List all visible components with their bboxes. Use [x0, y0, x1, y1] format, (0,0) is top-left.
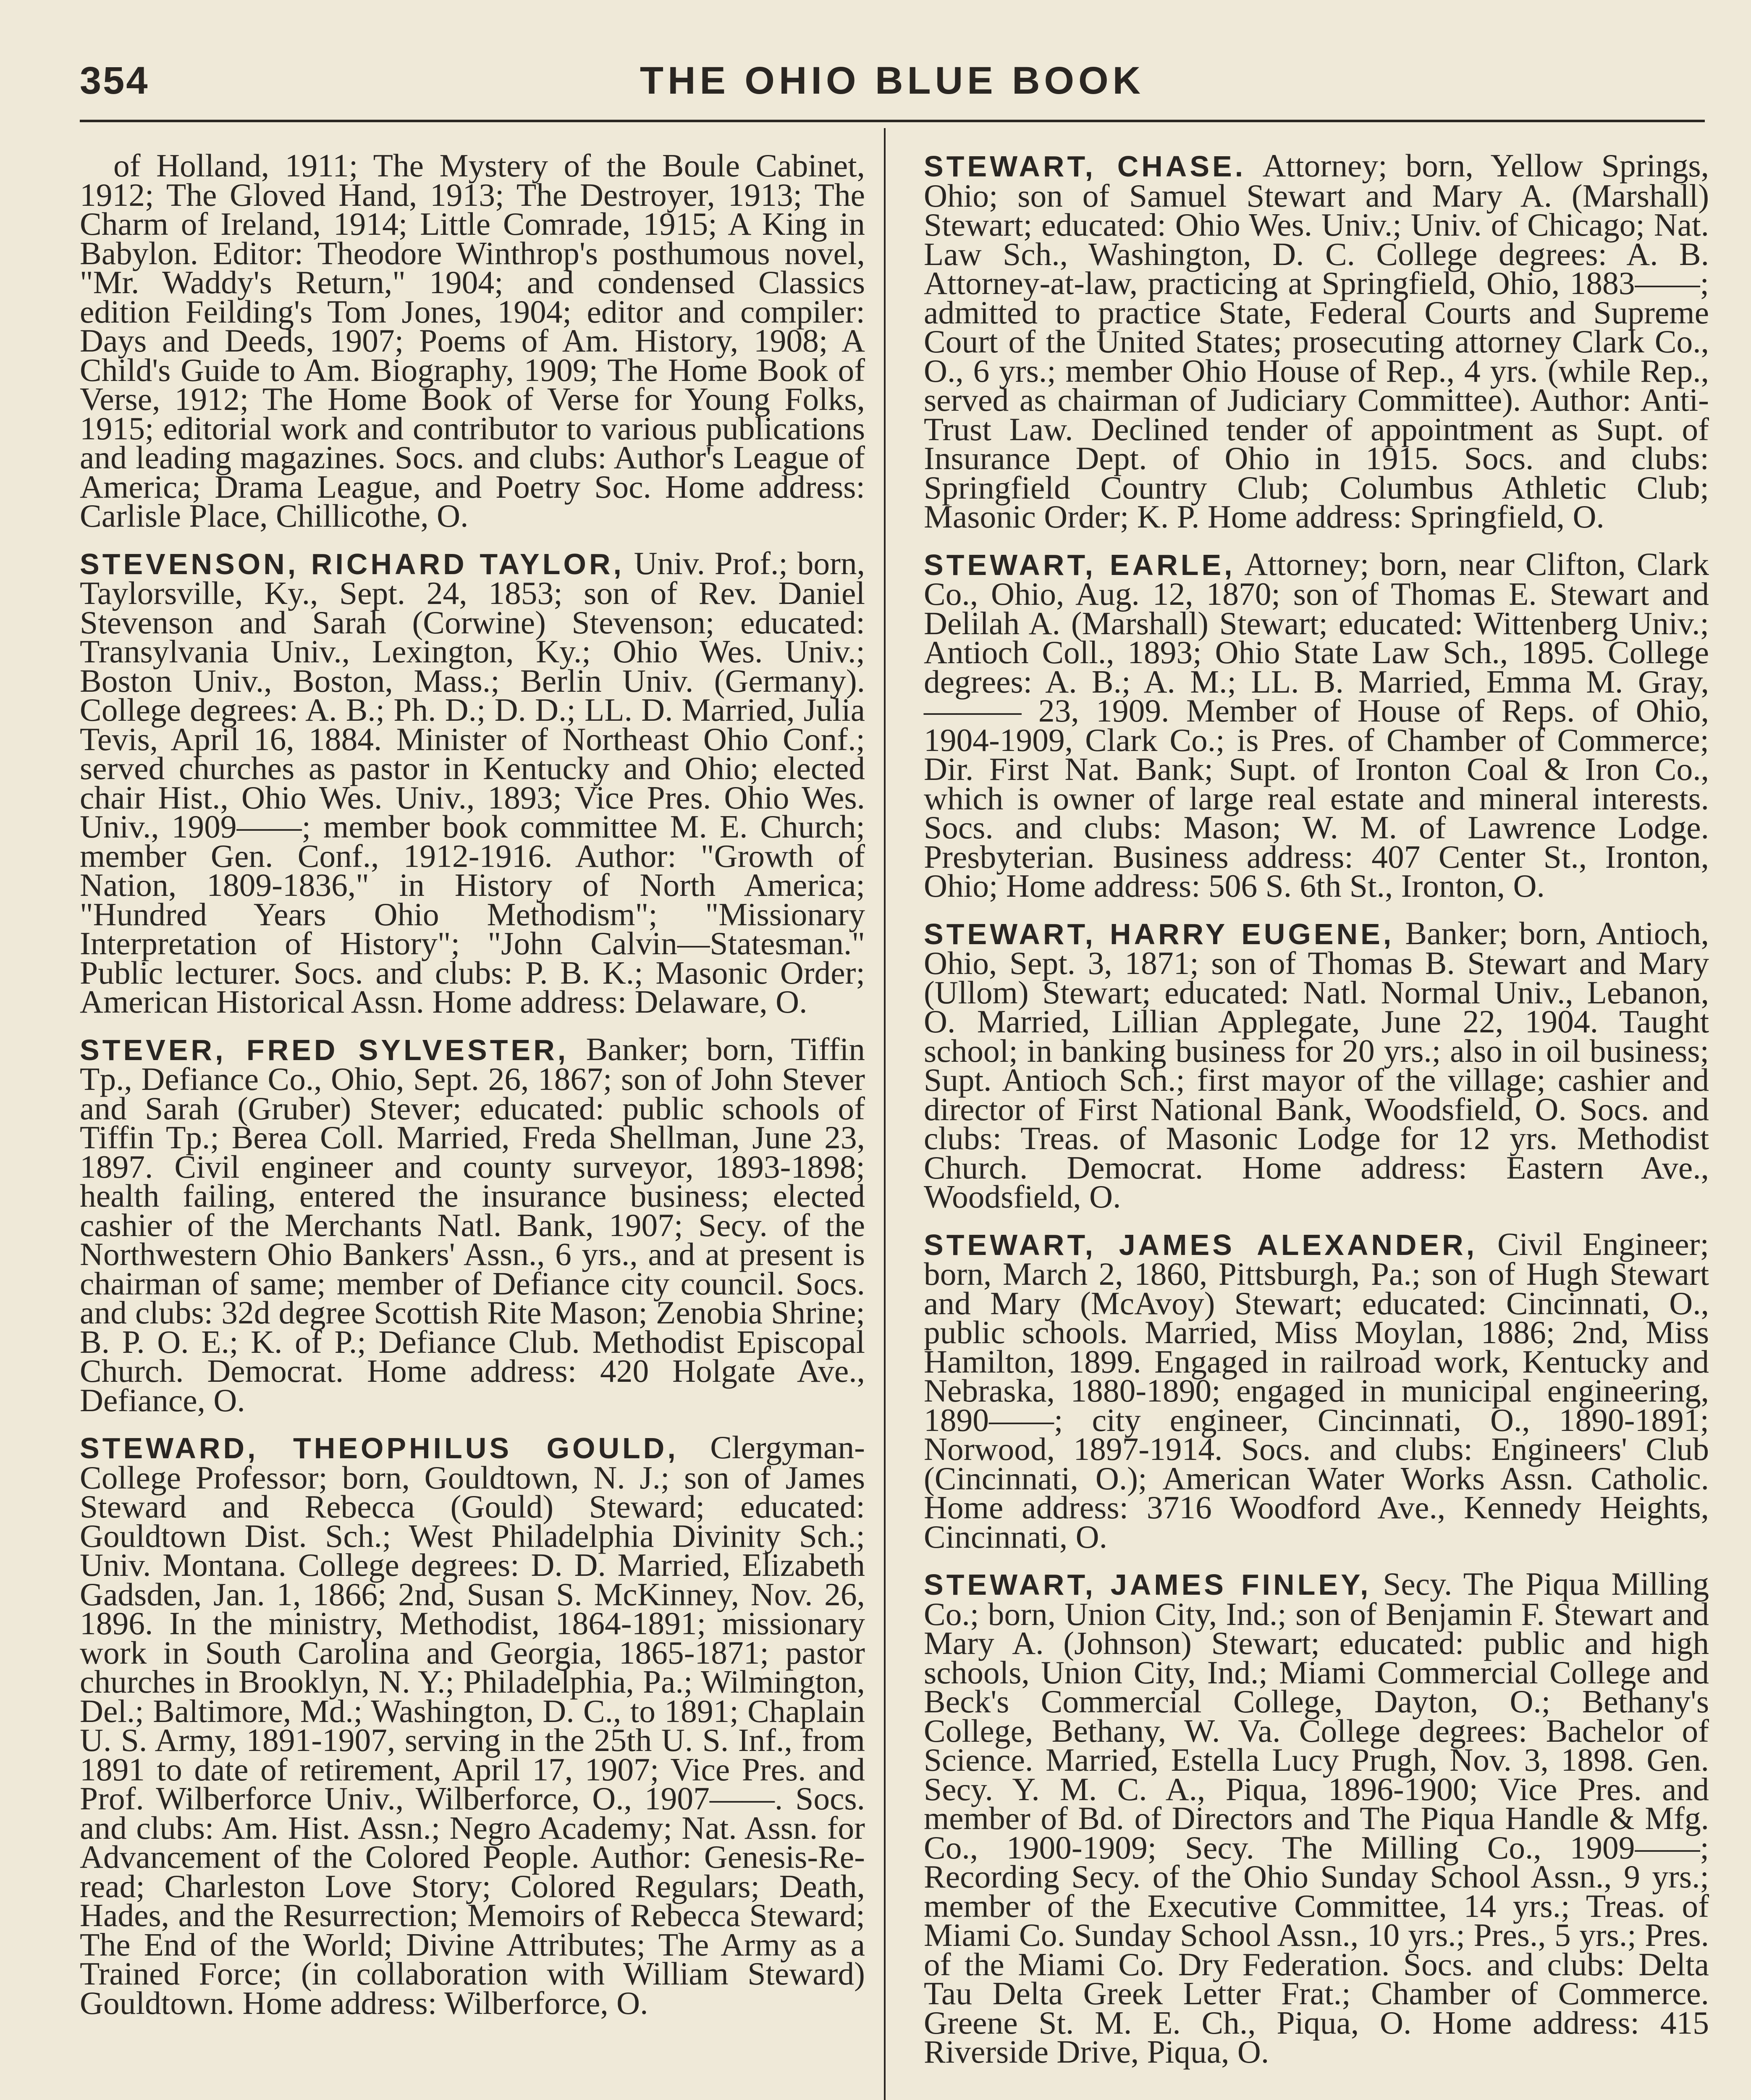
biography-entry [924, 1226, 1709, 1555]
entry-text: Univ. Prof.; born, Taylorsville, Ky., Sept. 24, 1853; son of Rev. Daniel Stevenson and Sarah (Corwine) Stevenson; educated: Transylvania Univ., Lexington, Ky.; Ohio Wes. Univ.; Boston Univ., Boston, Mass.; Berlin Univ. (Germany). College degrees: A. B.; Ph. D.; D. D.; LL. D. Married, Julia Tevis, April 16, 1884. Minister of Northeast Ohio Conf.; served churches as pastor in Kentucky and Ohio; elected chair Hist., Ohio Wes. Univ., 1893; Vice Pres. Ohio Wes. Univ., 1909——; member book committee M. E. Church; member Gen. Conf., 1912-1916. Author: "Growth of Nation, 1809-1836," in History of North America; "Hundred Years Ohio Methodism"; "Missionary Interpretation of History"; "John Calvin—Statesman." Public lecturer. Socs. and clubs: P. B. K.; Masonic Order; American Historical Assn. Home address: Delaware, O. [80, 545, 865, 1020]
biography-entry [80, 545, 865, 1020]
entry-text: Banker; born, Antioch, Ohio, Sept. 3, 1871; son of Thomas B. Stewart and Mary (Ullom) Stewart; educated: Natl. Normal Univ., Lebanon, O. Married, Lillian Applegate, June 22, 1904. Taught school; in banking business for 20 yrs.; also in oil business; Supt. Antioch Sch.; first mayor of the village; cashier and director of First National Bank, Woodsfield, O. Socs. and clubs: Treas. of Masonic Lodge for 12 yrs. Methodist Church. Democrat. Home address: Eastern Ave., Woodsfield, O. [924, 915, 1709, 1215]
biography-entry [924, 546, 1709, 904]
biography-entry [924, 915, 1709, 1215]
page-header [80, 59, 1705, 109]
biography-entry [80, 1429, 865, 2021]
entry-name: STEWART, HARRY EUGENE, [924, 917, 1395, 950]
header-rule [80, 120, 1705, 122]
entry-name: STEWART, EARLE, [924, 548, 1235, 581]
biography-entry [924, 147, 1709, 535]
entry-name: STEWART, CHASE. [924, 150, 1246, 183]
entry-name: STEVER, FRED SYLVESTER, [80, 1033, 569, 1066]
entry-text: Clergyman-College Professor; born, Gouldtown, N. J.; son of James Steward and Rebecca (Gould) Steward; educated: Gouldtown Dist. Sch.; West Philadelphia Divinity Sch.; Univ. Montana. College degrees: D. D. Married, Elizabeth Gadsden, Jan. 1, 1866; 2nd, Susan S. McKinney, Nov. 26, 1896. In the ministry, Methodist, 1864-1891; missionary work in South Carolina and Georgia, 1865-1871; pastor churches in Brooklyn, N. Y.; Philadelphia, Pa.; Wilmington, Del.; Baltimore, Md.; Washington, D. C., to 1891; Chaplain U. S. Army, 1891-1907, serving in the 25th U. S. Inf., from 1891 to date of retirement, April 17, 1907; Vice Pres. and Prof. Wilberforce Univ., Wilberforce, O., 1907——. Socs. and clubs: Am. Hist. Assn.; Negro Academy; Nat. Assn. for Advancement of the Colored People. Author: Genesis-Re-read; Charleston Love Story; Colored Regulars; Death, Hades, and the Resurrection; Memoirs of Rebecca Steward; The End of the World; Divine Attributes; The Army as a Trained Force; (in collaboration with William Steward) Gouldtown. Home address: Wilberforce, O. [80, 1429, 865, 2021]
entry-text: Banker; born, Tiffin Tp., Defiance Co., Ohio, Sept. 26, 1867; son of John Stever and Sarah (Gruber) Stever; educated: public schools of Tiffin Tp.; Berea Coll. Married, Freda Shellman, June 23, 1897. Civil engineer and county surveyor, 1893-1898; health failing, entered the insurance business; elected cashier of the Merchants Natl. Bank, 1907; Secy. of the Northwestern Ohio Bankers' Assn., 6 yrs., and at present is chairman of same; member of Defiance city council. Socs. and clubs: 32d degree Scottish Rite Mason; Zenobia Shrine; B. P. O. E.; K. of P.; Defiance Club. Methodist Episcopal Church. Democrat. Home address: 420 Holgate Ave., Defiance, O. [80, 1031, 865, 1418]
column-divider [884, 128, 886, 2100]
biography-entry [80, 1031, 865, 1418]
left-column [80, 147, 865, 2036]
entry-name: STEWARD, THEOPHILUS GOULD, [80, 1432, 679, 1465]
continued-entry-text: of Holland, 1911; The Mystery of the Boule Cabinet, 1912; The Gloved Hand, 1913; The Destroyer, 1913; The Charm of Ireland, 1914; Little Comrade, 1915; A King in Babylon. Editor: Theodore Winthrop's posthumous novel, "Mr. Waddy's Return," 1904; and condensed Classics edition Feilding's Tom Jones, 1904; editor and compiler: Days and Deeds, 1907; Poems of Am. History, 1908; A Child's Guide to Am. Biography, 1909; The Home Book of Verse, 1912; The Home Book of Verse for Young Folks, 1915; editorial work and contributor to various publications and leading magazines. Socs. and clubs: Author's League of America; Drama League, and Poetry Soc. Home address: Carlisle Place, Chillicothe, O. [80, 147, 865, 534]
entry-name: STEWART, JAMES FINLEY, [924, 1568, 1371, 1601]
entry-text: Attorney; born, Yellow Springs, Ohio; son of Samuel Stewart and Mary A. (Marshall) Stewart; educated: Ohio Wes. Univ.; Univ. of Chicago; Nat. Law Sch., Washington, D. C. College degrees: A. B. Attorney-at-law, practicing at Springfield, Ohio, 1883——; admitted to practice State, Federal Courts and Supreme Court of the United States; prosecuting attorney Clark Co., O., 6 yrs.; member Ohio House of Rep., 4 yrs. (while Rep., served as chairman of Judiciary Committee). Author: Anti-Trust Law. Declined tender of appointment as Supt. of Insurance Dept. of Ohio in 1915. Socs. and clubs: Springfield Country Club; Columbus Athletic Club; Masonic Order; K. P. Home address: Springfield, O. [924, 147, 1709, 535]
entry-text: Attorney; born, near Clifton, Clark Co., Ohio, Aug. 12, 1870; son of Thomas E. Stewart and Delilah A. (Marshall) Stewart; educated: Wittenberg Univ.; Antioch Coll., 1893; Ohio State Law Sch., 1895. College degrees: A. B.; A. M.; LL. B. Married, Emma M. Gray, ——— 23, 1909. Member of House of Reps. of Ohio, 1904-1909, Clark Co.; is Pres. of Chamber of Commerce; Dir. First Nat. Bank; Supt. of Ironton Coal & Iron Co., which is owner of large real estate and mineral interests. Socs. and clubs: Mason; W. M. of Lawrence Lodge. Presbyterian. Business address: 407 Center St., Ironton, Ohio; Home address: 506 S. 6th St., Ironton, O. [924, 546, 1709, 904]
biography-entry [924, 1566, 1709, 2070]
entry-name: STEWART, JAMES ALEXANDER, [924, 1228, 1478, 1261]
page-number: 354 [80, 59, 149, 102]
entry-name: STEVENSON, RICHARD TAYLOR, [80, 547, 624, 580]
running-title: THE OHIO BLUE BOOK [640, 59, 1145, 102]
right-column [924, 147, 1709, 2085]
entry-text: Secy. The Piqua Milling Co.; born, Union City, Ind.; son of Benjamin F. Stewart and Mary A. (Johnson) Stewart; educated: public and high schools, Union City, Ind.; Miami Commercial College and Beck's Commercial College, Dayton, O.; Bethany's College, Bethany, W. Va. College degrees: Bachelor of Science. Married, Estella Lucy Prugh, Nov. 3, 1898. Gen. Secy. Y. M. C. A., Piqua, 1896-1900; Vice Pres. and member of Bd. of Directors and The Piqua Handle & Mfg. Co., 1900-1909; Secy. The Milling Co., 1909——; Recording Secy. of the Ohio Sunday School Assn., 9 yrs.; member of the Executive Committee, 14 yrs.; Treas. of Miami Co. Sunday School Assn., 10 yrs.; Pres., 5 yrs.; Pres. of the Miami Co. Dry Federation. Socs. and clubs: Delta Tau Delta Greek Letter Frat.; Chamber of Commerce. Greene St. M. E. Ch., Piqua, O. Home address: 415 Riverside Drive, Piqua, O. [924, 1566, 1709, 2070]
entry-text: Civil Engineer; born, March 2, 1860, Pittsburgh, Pa.; son of Hugh Stewart and Mary (McAvoy) Stewart; educated: Cincinnati, O., public schools. Married, Miss Moylan, 1886; 2nd, Miss Hamilton, 1899. Engaged in railroad work, Kentucky and Nebraska, 1880-1890; engaged in municipal engineering, 1890——; city engineer, Cincinnati, O., 1890-1891; Norwood, 1897-1914. Socs. and clubs: Engineers' Club (Cincinnati, O.); American Water Works Assn. Catholic. Home address: 3716 Woodford Ave., Kennedy Heights, Cincinnati, O. [924, 1226, 1709, 1555]
